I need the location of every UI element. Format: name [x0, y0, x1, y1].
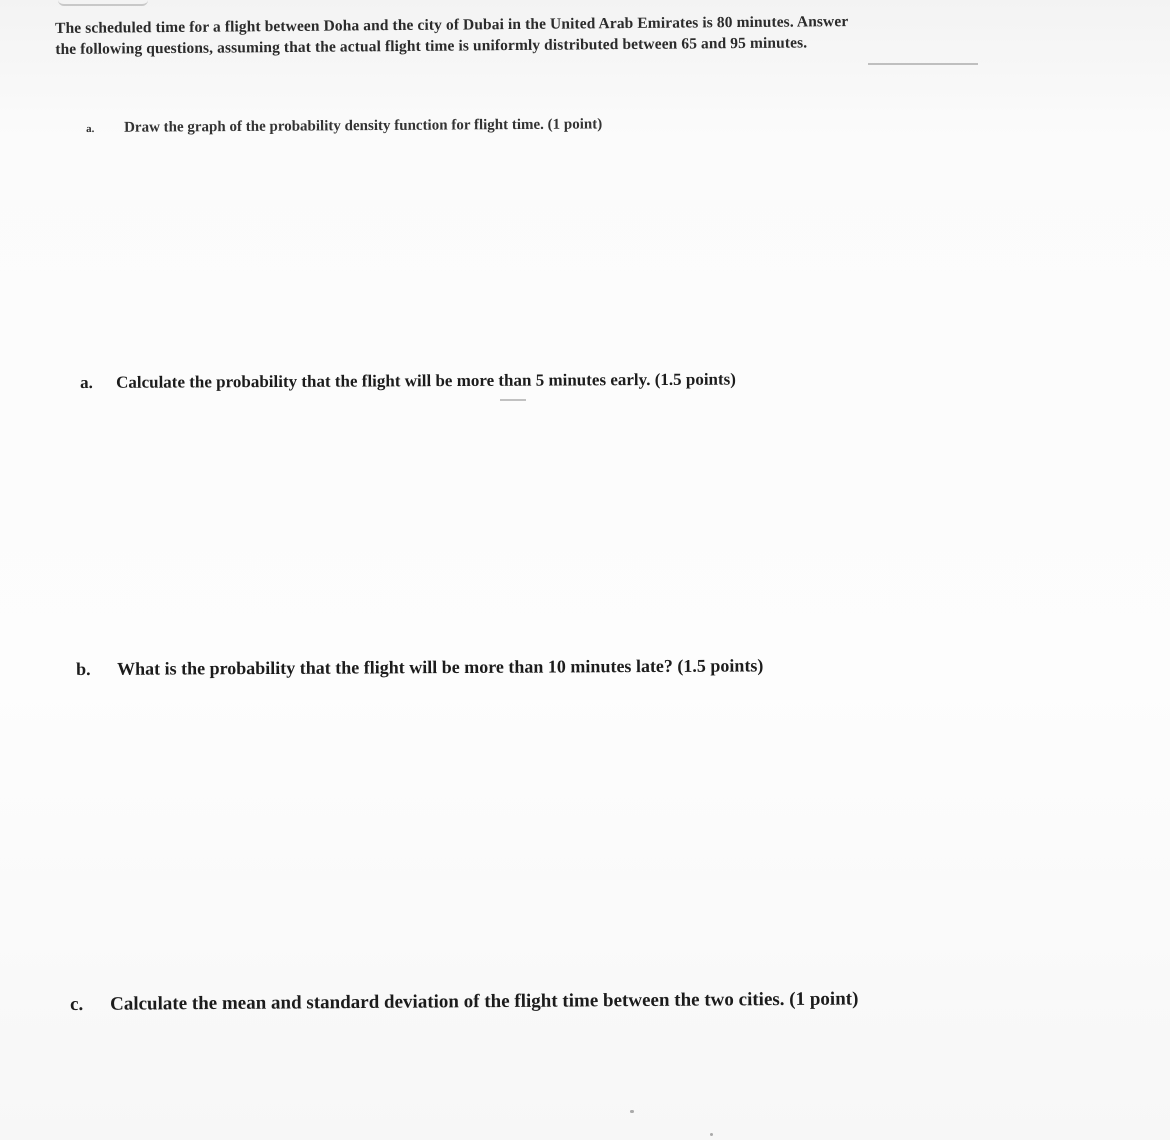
problem-statement-line-1: The scheduled time for a flight between Doha and the city of Dubai in the United Arab Emirates is 80 minutes. Answer [55, 13, 849, 37]
problem-statement-line-2: the following questions, assuming that the actual flight time is uniformly distributed between 65 and 95 minutes. [55, 34, 808, 58]
question-letter: a. [86, 122, 95, 135]
question-text: Calculate the probability that the flight will be more than 5 minutes early. (1.5 points) [115, 369, 736, 392]
problem-statement [55, 9, 1135, 60]
question-a-probability-early [80, 370, 736, 393]
underline-smudge [868, 63, 978, 65]
question-text: What is the probability that the flight will be more than 10 minutes late? (1.5 points) [116, 655, 764, 679]
question-letter: a. [80, 372, 93, 392]
question-b-probability-late [76, 655, 763, 680]
question-letter: b. [76, 658, 91, 679]
question-text: Calculate the mean and standard deviation of the flight time between the two cities. (1 point) [109, 988, 859, 1015]
paper-speck [710, 1133, 713, 1136]
top-edge-mark [58, 0, 148, 6]
question-text: Draw the graph of the probability density function for flight time. (1 point) [123, 116, 603, 136]
question-c-mean-std [70, 988, 858, 1016]
question-letter: c. [70, 993, 84, 1015]
question-a-draw-graph [86, 116, 602, 137]
paper-speck [630, 1110, 634, 1113]
underline-smudge [500, 399, 526, 401]
